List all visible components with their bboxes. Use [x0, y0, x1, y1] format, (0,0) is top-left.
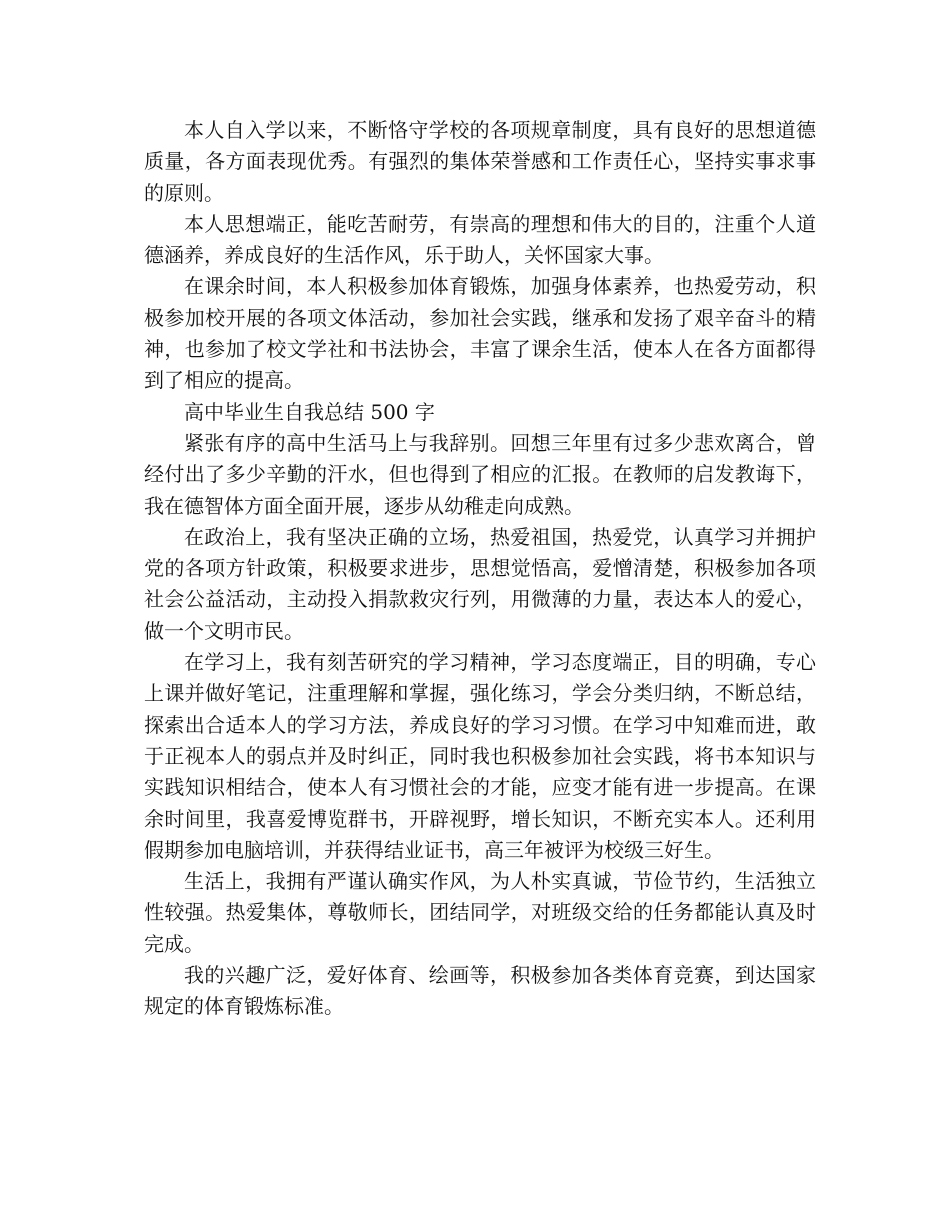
paragraph: 我的兴趣广泛，爱好体育、绘画等，积极参加各类体育竞赛，到达国家规定的体育锻炼标准。 [144, 963, 816, 1019]
section-heading: 高中毕业生自我总结 500 字 [184, 399, 435, 424]
paragraph: 本人自入学以来，不断恪守学校的各项规章制度，具有良好的思想道德质量，各方面表现优秀。有强烈的集体荣誉感和工作责任心，坚持实事求事的原则。 [144, 118, 816, 205]
paragraph: 本人思想端正，能吃苦耐劳，有崇高的理想和伟大的目的，注重个人道德涵养，养成良好的生活作风，乐于助人，关怀国家大事。 [144, 211, 816, 268]
paragraph: 在政治上，我有坚决正确的立场，热爱祖国，热爱党，认真学习并拥护党的各项方针政策，积极要求进步，思想觉悟高，爱憎清楚，积极参加各项社会公益活动，主动投入捐款救灾行列，用微薄的力量，表达本人的爱心，做一个文明市民。 [144, 524, 816, 643]
paragraph: 在学习上，我有刻苦研究的学习精神，学习态度端正，目的明确，专心上课并做好笔记，注重理解和掌握，强化练习，学会分类归纳，不断总结，探索出合适本人的学习方法，养成良好的学习习惯。在学习中知难而进，敢于正视本人的弱点并及时纠正，同时我也积极参加社会实践，将书本知识与实践知识相结合，使本人有习惯社会的才能，应变才能有进一步提高。在课余时间里，我喜爱博览群书，开辟视野，增长知识，不断充实本人。还利用假期参加电脑培训，并获得结业证书，高三年被评为校级三好生。 [144, 650, 816, 862]
paragraph: 在课余时间，本人积极参加体育锻炼，加强身体素养，也热爱劳动，积极参加校开展的各项文体活动，参加社会实践，继承和发扬了艰辛奋斗的精神，也参加了校文学社和书法协会，丰富了课余生活，使本人在各方面都得到了相应的提高。 [144, 274, 816, 393]
paragraph: 紧张有序的高中生活马上与我辞别。回想三年里有过多少悲欢离合，曾经付出了多少辛勤的汗水，但也得到了相应的汇报。在教师的启发教诲下，我在德智体方面全面开展，逐步从幼稚走向成熟。 [144, 430, 816, 518]
document-body [144, 115, 816, 1023]
paragraph: 生活上，我拥有严谨认确实作风，为人朴实真诚，节俭节约，生活独立性较强。热爱集体，尊敬师长，团结同学，对班级交给的任务都能认真及时完成。 [144, 869, 816, 956]
